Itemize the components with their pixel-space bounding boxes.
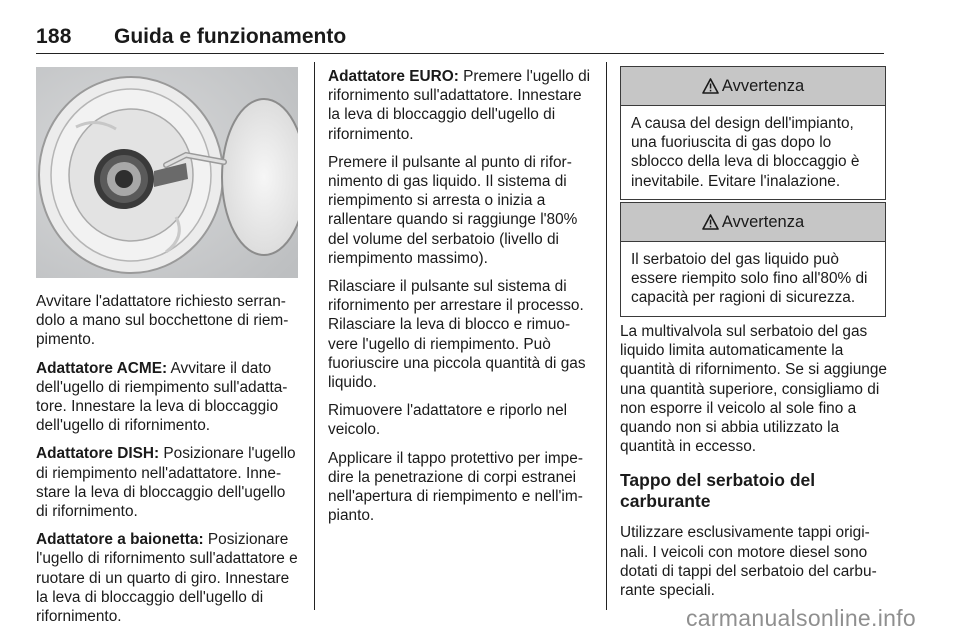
dish-paragraph	[36, 444, 300, 521]
watermark: carmanualsonline.info	[685, 605, 916, 631]
col3-paragraph-1: La multivalvola sul serbatoio del gas liquido limita automaticamente la quantità di rifornimento. Se si aggiunge una quantità superiore, consigliamo di non esporre il veicolo al sole fino a quando non si abbia utilizzato la quantità in eccesso.	[620, 323, 887, 456]
fuel-filler-adapter-photo	[36, 67, 298, 278]
col2-paragraph-3: Rilasciare il pulsante sul sistema di rifornimento per arrestare il processo. Rilasciare la leva di blocco e rimuovere l'ugello di riempimento. Può fuoriuscire una piccola quantità di gas liquido.	[328, 278, 586, 392]
acme-text: Avvitare il dato dell'ugello di riempimento sull'adattatore. Innestare la leva di bloccaggio dell'ugello di rifornimento.	[36, 359, 288, 435]
warning-2-body: Il serbatoio del gas liquido può essere riempito solo fino all'80% di capacità per ragioni di sicurezza.	[631, 251, 868, 307]
euro-paragraph	[328, 67, 592, 144]
warning-box-1	[620, 66, 886, 200]
dish-text: Posizionare l'ugello di riempimento nell'adattatore. Innestare la leva di bloccaggio dell'ugello di rifornimento.	[36, 445, 296, 521]
column-divider-right	[606, 62, 607, 610]
warning-2-title: Avvertenza	[721, 212, 805, 231]
bayonet-lead: Adattatore a baionetta:	[36, 531, 204, 549]
warning-2-header	[621, 203, 885, 242]
col2-paragraph-5: Applicare il tappo protettivo per impedire la penetrazione di corpi estranei nell'apertura di riempimento e nell'impianto.	[328, 449, 583, 525]
warning-1-header	[621, 67, 885, 106]
page-number: 188	[36, 25, 72, 48]
subheading-fuel-cap: Tappo del serbatoio del carburante	[620, 470, 816, 512]
col2-paragraph-4: Rimuovere l'adattatore e riporlo nel veicolo.	[328, 402, 568, 439]
column-1	[36, 292, 300, 635]
bayonet-paragraph	[36, 530, 300, 626]
dish-lead: Adattatore DISH:	[36, 445, 160, 463]
intro-paragraph: Avvitare l'adattatore richiesto serrandolo a mano sul bocchettone di riempimento.	[36, 293, 289, 349]
warning-1-title: Avvertenza	[721, 76, 805, 95]
column-divider-left	[314, 62, 315, 610]
section-title: Guida e funzionamento	[114, 25, 347, 48]
euro-text: Premere l'ugello di rifornimento sull'adattatore. Innestare la leva di bloccaggio dell'ugello di rifornimento.	[328, 68, 591, 143]
acme-lead: Adattatore ACME:	[36, 359, 168, 377]
header-rule	[36, 53, 884, 54]
col2-paragraph-2: Premere il pulsante al punto di rifornimento di gas liquido. Il sistema di riempimento si arresta o inizia a rallentare quando si raggiunge l'80% del volume del serbatoio (livello di riempimento massimo).	[328, 153, 578, 267]
warning-triangle-icon	[702, 78, 719, 94]
warning-1-body: A causa del design dell'impianto, una fuoriuscita di gas dopo lo sblocco della leva di bloccaggio è inevitabile. Evitare l'inalazione.	[631, 115, 860, 190]
warning-triangle-icon	[702, 214, 719, 230]
euro-lead: Adattatore EURO:	[328, 68, 459, 85]
column-2	[328, 67, 592, 534]
acme-paragraph	[36, 359, 300, 436]
col3-paragraph-2: Utilizzare esclusivamente tappi originali. I veicoli con motore diesel sono dotati di tappi del serbatoio del carburante speciali.	[620, 524, 877, 600]
column-3	[620, 322, 888, 609]
warning-box-2	[620, 202, 886, 317]
fuel-filler-illustration-icon	[36, 67, 298, 278]
bayonet-text: Posizionare l'ugello di rifornimento sull'adattatore e ruotare di un quarto di giro. Innestare la leva di bloccaggio dell'ugello di rifornimento.	[36, 531, 298, 626]
